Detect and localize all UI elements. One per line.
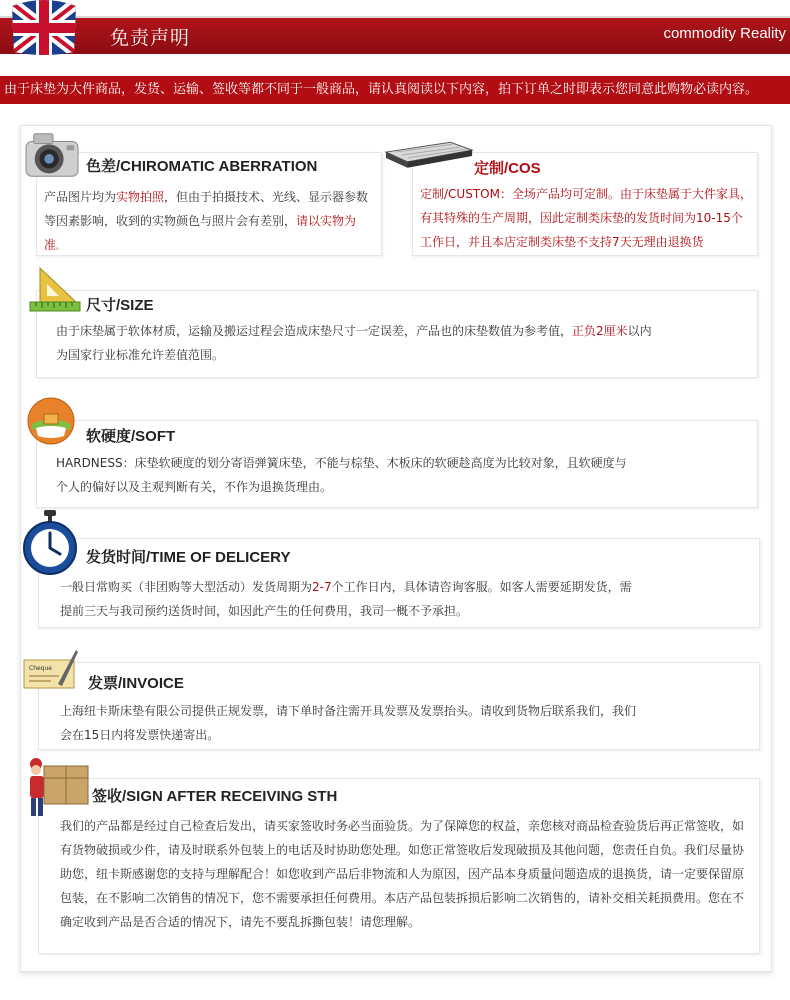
text-highlight: 2-7 [312,580,332,594]
notice-banner: 由于床垫为大件商品，发货、运输、签收等都不同于一般商品，请认真阅读以下内容，拍下订单之时即表示您同意此购物必读内容。 [0,76,790,104]
text-segment: ，但由于拍摄技术、光线、显示器参数等因素影响，收到的实物颜色与照片会有差别， [44,190,369,228]
camera-icon [22,128,84,182]
header-subtitle: commodity Reality [663,25,786,42]
text-segment: 一般日常购买（非团购等大型活动）发货周期为 [60,580,313,594]
ruler-icon [28,264,82,314]
softness-icon [26,396,76,446]
section-text-soft: HARDNESS：床垫软硬度的划分寄语弹簧床垫，不能与棕垫、木板床的软硬趁高度为比较对象，且软硬度与个人的偏好以及主观判断有关，不作为退换货理由。 [56,456,627,494]
section-text-delivery [60,575,638,623]
section-text-size [56,319,656,367]
section-title-sign: 签收/SIGN AFTER RECEIVING STH [92,788,338,805]
section-text-sign: 我们的产品都是经过自己检查后发出，请买家签收时务必当面验货。为了保障您的权益，亲您核对商品检查验货后再正常签收，如有货物破损或少件，请及时联系外包装上的电话及时协助您处理。如您正常签收后发现破损及其他问题，您责任自负。我们尽量协助您，纽卡斯感谢您的支持与理解配合！如您收到产品后非物流和人为原因，因产品本身质量问题造成的退换货，请一定要保留原包装，在不影响二次销售的情况下，您不需要承担任何费用。本店产品包装拆损后影响二次销售的，请补交相关耗损费用。您在不确定收到产品是否合适的情况下，请先不要乱拆撕包装！请您理解。 [60,819,745,929]
text-segment: 以内为国家行业标准允许差值范围。 [56,324,652,362]
text-segment: 由于床垫属于软体材质，运输及搬运过程会造成床垫尺寸一定误差，产品也的床垫数值为参考值， [56,324,573,338]
cheque-icon [22,646,80,694]
stopwatch-icon [22,508,78,578]
section-title-size: 尺寸/SIZE [86,297,154,314]
delivery-man-icon [22,756,92,822]
section-title-invoice: 发票/INVOICE [88,675,184,692]
header [0,0,790,62]
section-title-soft: 软硬度/SOFT [86,428,176,445]
section-text-custom: 定制/CUSTOM：全场产品均可定制。由于床垫属于大件家具，有其特殊的生产周期，因此定制类床垫的发货时间为10-15个工作日，并且本店定制类床垫不支持7天无理由退换货 [420,187,752,249]
text-segment: 。 [56,242,65,251]
section-text-color [44,185,374,259]
section-text-invoice: 上海纽卡斯床垫有限公司提供正规发票，请下单时备注需开具发票及发票抬头。请收到货物后联系我们，我们会在15日内将发票快递寄出。 [60,704,637,742]
text-highlight: 请以实物为准 [44,214,357,252]
section-title-color: 色差/CHIROMATIC ABERRATION [86,158,318,175]
text-highlight: 正负2厘米 [572,324,628,338]
text-segment: 产品图片均为 [44,190,117,204]
page-title: 免责声明 [110,27,191,49]
text-highlight: 实物拍照 [116,190,165,204]
text-segment: 个工作日内，具体请咨询客服。如客人需要延期发货，需提前三天与我司预约送货时间，如因此产生的任何费用，我司一概不予承担。 [60,580,632,618]
section-title-custom: 定制/COS [474,160,541,177]
section-title-delivery: 发货时间/TIME OF DELICERY [86,549,291,566]
mattress-icon [382,138,476,172]
uk-flag-icon [8,0,80,56]
cheque-label: Cheque [29,665,52,672]
